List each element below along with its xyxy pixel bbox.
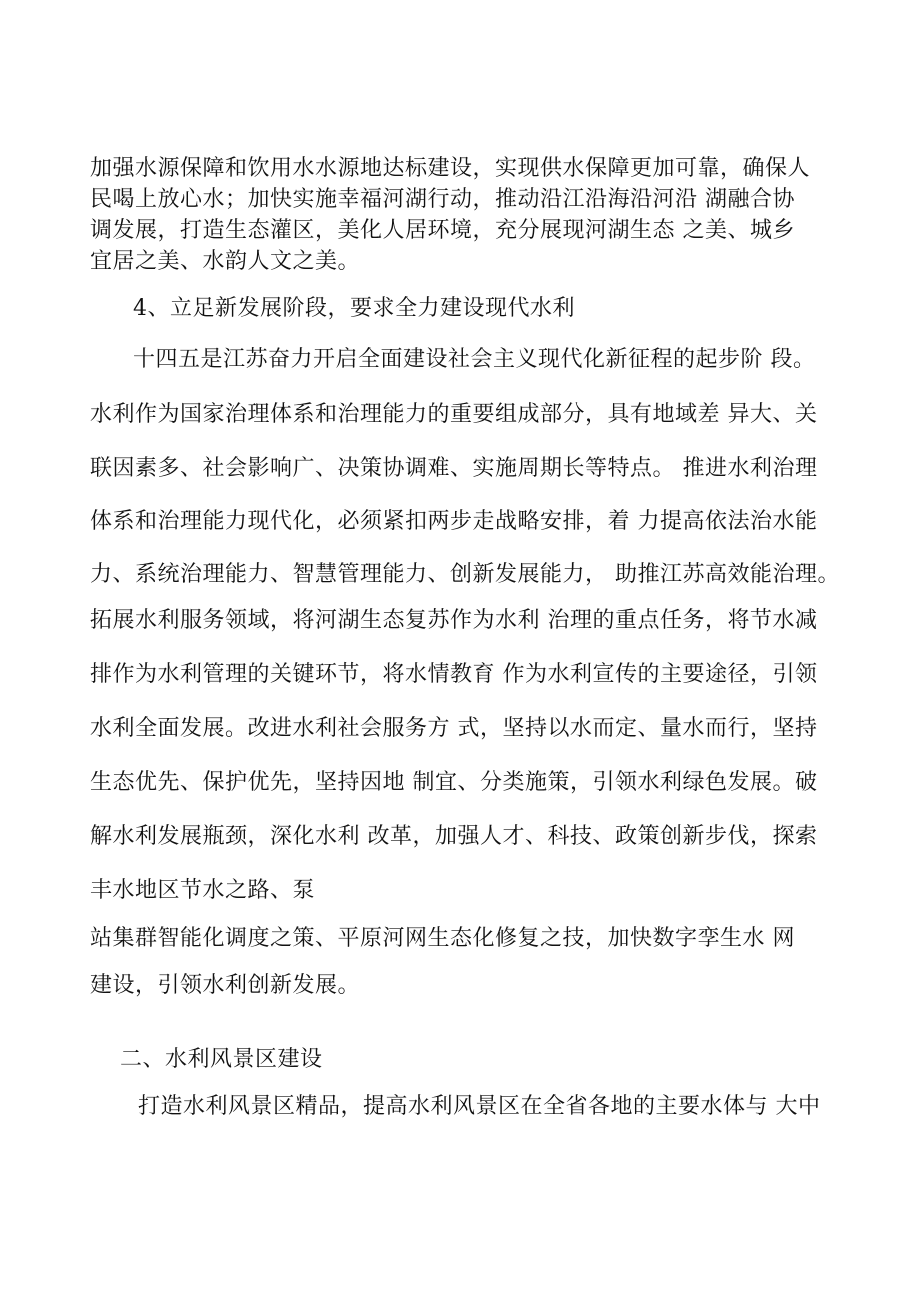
paragraph-line: 拓展水利服务领域，将河湖生态复苏作为水利 治理的重点任务，将节水减 xyxy=(90,608,818,633)
paragraph-line: 联因素多、社会影响广、决策协调难、实施周期长等特点。 推进水利治理 xyxy=(90,456,818,481)
paragraph-line: 打造水利风景区精品，提高水利风景区在全省各地的主要水体与 大中 xyxy=(138,1094,821,1119)
section-heading: 二、水利风景区建设 xyxy=(120,1047,323,1072)
paragraph-line: 调发展，打造生态灌区，美化人居环境，充分展现河湖生态 之美、城乡 xyxy=(90,218,795,243)
paragraph-line: 水利作为国家治理体系和治理能力的重要组成部分，具有地域差 异大、关 xyxy=(90,402,818,427)
paragraph-line: 丰水地区节水之路、泵 xyxy=(90,878,316,903)
paragraph-line: 体系和治理能力现代化，必须紧扣两步走战略安排，着 力提高依法治水能 xyxy=(90,509,818,534)
paragraph-line: 生态优先、保护优先，坚持因地 制宜、分类施策，引领水利绿色发展。破 xyxy=(90,770,818,795)
paragraph-line: 民喝上放心水；加快实施幸福河湖行动，推动沿江沿海沿河沿 湖融合协 xyxy=(90,187,795,212)
paragraph-line: 建设，引领水利创新发展。 xyxy=(90,973,361,998)
paragraph-line: 解水利发展瓶颈，深化水利 改革，加强人才、科技、政策创新步伐，探索 xyxy=(90,824,818,849)
paragraph-line: 力、系统治理能力、智慧管理能力、创新发展能力， 助推江苏高效能治理。 xyxy=(90,562,840,587)
paragraph-line: 站集群智能化调度之策、平原河网生态化修复之技，加快数字孪生水 网 xyxy=(90,926,795,951)
paragraph-line: 水利全面发展。改进水利社会服务方 式，坚持以水而定、量水而行，坚持 xyxy=(90,716,818,741)
paragraph-line: 宜居之美、水韵人文之美。 xyxy=(90,249,361,274)
paragraph-line: 十四五是江苏奋力开启全面建设社会主义现代化新征程的起步阶 段。 xyxy=(133,347,816,372)
paragraph-line: 加强水源保障和饮用水水源地达标建设，实现供水保障更加可靠，确保人 xyxy=(90,156,811,181)
subheading-4: 4、立足新发展阶段，要求全力建设现代水利 xyxy=(133,296,575,321)
paragraph-line: 排作为水利管理的关键环节，将水情教育 作为水利宣传的主要途径，引领 xyxy=(90,662,818,687)
